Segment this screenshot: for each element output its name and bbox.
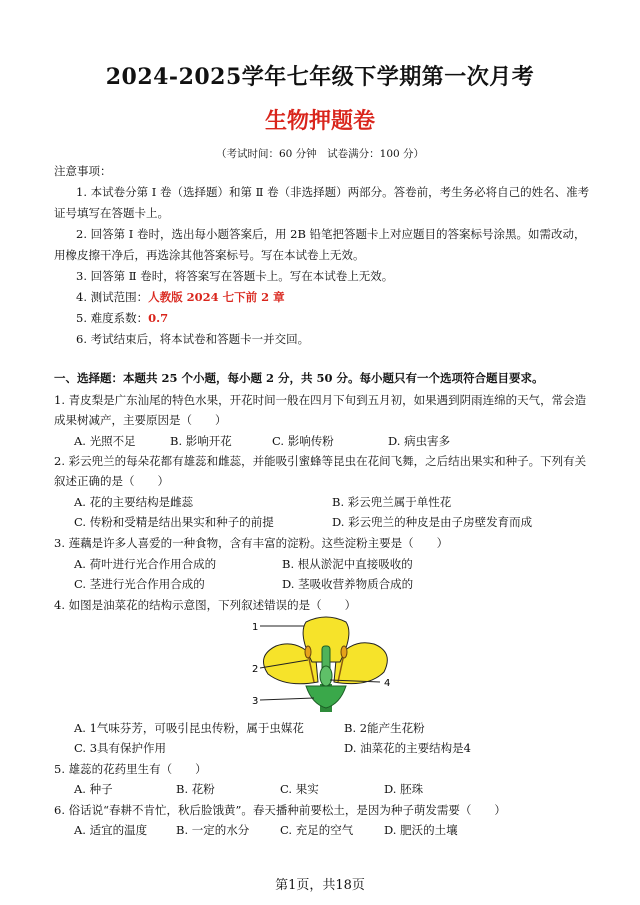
option-d: D. 彩云兜兰的种皮是由子房壁发育而成	[332, 515, 533, 529]
notes-line: 6. 考试结束后，将本试卷和答题卡一并交回。	[76, 332, 310, 346]
option-c: C. 传粉和受精是结出果实和种子的前提	[74, 515, 274, 529]
option-c: C. 果实	[280, 782, 319, 796]
question-text: 成果树减产，主要原因是（ ）	[54, 413, 227, 427]
label-3: 3	[252, 696, 259, 707]
option-c: C. 3具有保护作用	[74, 741, 167, 755]
option-b: B. 2能产生花粉	[344, 721, 425, 735]
question-text: 1. 青皮梨是广东汕尾的特色水果，开花时间一般在四月下旬到五月初，如果遇到阴雨连绵的天气，常会造	[54, 393, 587, 407]
label-4: 4	[384, 678, 391, 689]
option-c: C. 影响传粉	[272, 434, 334, 448]
label-leader-3	[260, 698, 314, 700]
rapeseed-flower-diagram	[246, 616, 406, 712]
question-text: 叙述正确的是（ ）	[54, 474, 169, 488]
option-b: B. 彩云兜兰属于单性花	[332, 495, 452, 509]
option-c: C. 充足的空气	[280, 823, 354, 837]
label-1: 1	[252, 622, 259, 633]
option-c: C. 茎进行光合作用合成的	[74, 577, 205, 591]
notes-line: 用橡皮擦干净后，再选涂其他答案标号。写在本试卷上无效。	[54, 248, 365, 262]
exam-title: 2024-2025学年七年级下学期第一次月考	[105, 64, 535, 90]
option-a: A. 花的主要结构是雌蕊	[74, 495, 194, 509]
option-b: B. 根从淤泥中直接吸收的	[282, 557, 413, 571]
option-d: D. 肥沃的土壤	[384, 823, 458, 837]
option-a: A. 种子	[74, 782, 113, 796]
question-text: 2. 彩云兜兰的每朵花都有雄蕊和雌蕊，并能吸引蜜蜂等昆虫在花间飞舞，之后结出果实和种子。下列有关	[54, 454, 587, 468]
option-a: A. 荷叶进行光合作用合成的	[74, 557, 217, 571]
scope-label: 4. 测试范围：	[76, 290, 149, 304]
stamen-anther	[341, 646, 347, 658]
option-d: D. 油菜花的主要结构是4	[344, 741, 471, 755]
option-a: A. 适宜的温度	[74, 823, 148, 837]
exam-info: （考试时间：60 分钟 试卷满分：100 分）	[215, 148, 425, 160]
option-d: D. 胚珠	[384, 782, 424, 796]
option-a: A. 1气味芬芳，可吸引昆虫传粉，属于虫媒花	[74, 721, 304, 735]
notes-heading: 注意事项：	[54, 164, 112, 178]
pistil-ovary	[320, 666, 332, 686]
difficulty-value: 0.7	[148, 311, 169, 325]
label-2: 2	[252, 664, 259, 675]
question-text: 6. 俗话说“春耕不肯忙，秋后脸饿黄”。春天播种前要松土，是因为种子萌发需要（ ）	[54, 803, 506, 817]
option-b: B. 一定的水分	[176, 823, 250, 837]
notes-line: 证号填写在答题卡上。	[54, 206, 169, 220]
option-a: A. 光照不足	[74, 434, 136, 448]
stamen-anther	[305, 646, 311, 658]
option-d: D. 茎吸收营养物质合成的	[282, 577, 414, 591]
question-text: 5. 雄蕊的花药里生有（ ）	[54, 762, 207, 776]
question-text: 3. 莲藕是许多人喜爱的一种食物，含有丰富的淀粉。这些淀粉主要是（ ）	[54, 536, 449, 550]
difficulty-label: 5. 难度系数：	[76, 311, 149, 325]
question-text: 4. 如图是油菜花的结构示意图，下列叙述错误的是（ ）	[54, 598, 357, 612]
notes-difficulty	[76, 310, 168, 326]
scope-value: 人教版 2024 七下前 2 章	[148, 290, 285, 304]
page-footer: 第1页，共18页	[275, 878, 365, 893]
option-b: B. 影响开花	[170, 434, 232, 448]
notes-scope	[76, 289, 285, 305]
section-heading: 一、选择题：本题共 25 个小题，每小题 2 分，共 50 分。每小题只有一个选项符合题目要求。	[54, 371, 544, 385]
exam-subtitle: 生物押题卷	[264, 108, 375, 134]
flower-sepal	[306, 686, 346, 708]
notes-line: 1. 本试卷分第 Ⅰ 卷（选择题）和第 Ⅱ 卷（非选择题）两部分。答卷前，考生务必将自己的姓名、准考	[76, 185, 590, 199]
option-b: B. 花粉	[176, 782, 215, 796]
notes-line: 2. 回答第 Ⅰ 卷时，选出每小题答案后，用 2B 铅笔把答题卡上对应题目的答案标号涂黑。如需改动，	[76, 227, 586, 241]
notes-line: 3. 回答第 Ⅱ 卷时，将答案写在答题卡上。写在本试卷上无效。	[76, 269, 394, 283]
option-d: D. 病虫害多	[388, 434, 451, 448]
